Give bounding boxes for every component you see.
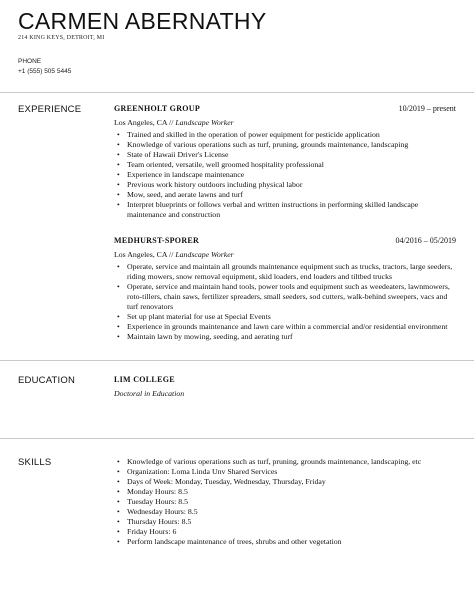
- job-role: Landscape Worker: [175, 250, 234, 259]
- list-item: • Experience in grounds maintenance and lawn care within a commercial and/or residential environment: [127, 322, 456, 332]
- list-item: • Previous work history outdoors including physical labor: [127, 180, 456, 190]
- list-item: • Team oriented, versatile, well groomed hospitality professional: [127, 160, 456, 170]
- job-subtitle: [114, 118, 456, 128]
- job-location: Los Angeles, CA: [114, 250, 168, 259]
- company-name: MEDHURST-SPORER: [114, 236, 200, 245]
- list-item: • Days of Week: Monday, Tuesday, Wednesday, Thursday, Friday: [127, 477, 456, 487]
- experience-section-title: EXPERIENCE: [18, 104, 82, 115]
- job-bullets: [114, 130, 456, 220]
- job-bullets: [114, 262, 456, 342]
- section-divider: [0, 360, 474, 361]
- list-item: • Trained and skilled in the operation of power equipment for pesticide application: [127, 130, 456, 140]
- list-item: • Mow, seed, and aerate lawns and turf: [127, 190, 456, 200]
- section-divider: [0, 438, 474, 439]
- school-name: LIM COLLEGE: [114, 375, 175, 384]
- job-dates: 04/2016 – 05/2019: [395, 236, 456, 245]
- list-item: • Friday Hours: 6: [127, 527, 456, 537]
- list-item: • Interpret blueprints or follows verbal and written instructions in performing skilled landscape maintenance and construction: [127, 200, 456, 220]
- list-item: • Maintain lawn by mowing, seeding, and aerating turf: [127, 332, 456, 342]
- candidate-name: CARMEN ABERNATHY: [18, 8, 267, 34]
- company-name: GREENHOLT GROUP: [114, 104, 201, 113]
- job-role: Landscape Worker: [175, 118, 234, 127]
- job-entry: [114, 104, 456, 220]
- phone-label: PHONE: [18, 58, 42, 65]
- list-item: • Set up plant material for use at Special Events: [127, 312, 456, 322]
- education-section: [114, 375, 456, 401]
- skills-section-title: SKILLS: [18, 457, 52, 468]
- job-separator: //: [167, 250, 176, 259]
- phone-number: +1 (555) 505 5445: [18, 68, 72, 75]
- job-dates: 10/2019 – present: [398, 104, 456, 113]
- skills-list: [114, 457, 456, 547]
- list-item: • Knowledge of various operations such as turf, pruning, grounds maintenance, landscaping: [127, 140, 456, 150]
- list-item: • Experience in landscape maintenance: [127, 170, 456, 180]
- job-location: Los Angeles, CA: [114, 118, 168, 127]
- list-item: • State of Hawaii Driver's License: [127, 150, 456, 160]
- section-divider: [0, 92, 474, 93]
- list-item: • Operate, service and maintain all grounds maintenance equipment such as trucks, tractors, large seeders, riding mowers, snow removal equipment, skid loaders, end loaders and tiltbed trucks: [127, 262, 456, 282]
- list-item: • Monday Hours: 8.5: [127, 487, 456, 497]
- experience-section: [114, 104, 456, 342]
- list-item: • Tuesday Hours: 8.5: [127, 497, 456, 507]
- list-item: • Thursday Hours: 8.5: [127, 517, 456, 527]
- job-entry: [114, 236, 456, 342]
- list-item: • Perform landscape maintenance of trees, shrubs and other vegetation: [127, 537, 456, 547]
- list-item: • Wednesday Hours: 8.5: [127, 507, 456, 517]
- list-item: • Operate, service and maintain hand tools, power tools and equipment such as weedeaters, lawnmowers, roto-tillers, chain saws, fertilizer spreaders, small seeders, sod cutters, walk-behind sweepers, vacs and turf renovators: [127, 282, 456, 312]
- skills-section: [114, 457, 456, 547]
- list-item: • Organization: Loma Linda Unv Shared Services: [127, 467, 456, 477]
- list-item: • Knowledge of various operations such as turf, pruning, grounds maintenance, landscaping, etc: [127, 457, 456, 467]
- job-subtitle: [114, 250, 456, 260]
- candidate-address: 214 KING KEYS, DETROIT, MI: [18, 35, 105, 41]
- education-section-title: EDUCATION: [18, 375, 76, 386]
- job-separator: //: [167, 118, 176, 127]
- degree: Doctoral in Education: [114, 389, 185, 398]
